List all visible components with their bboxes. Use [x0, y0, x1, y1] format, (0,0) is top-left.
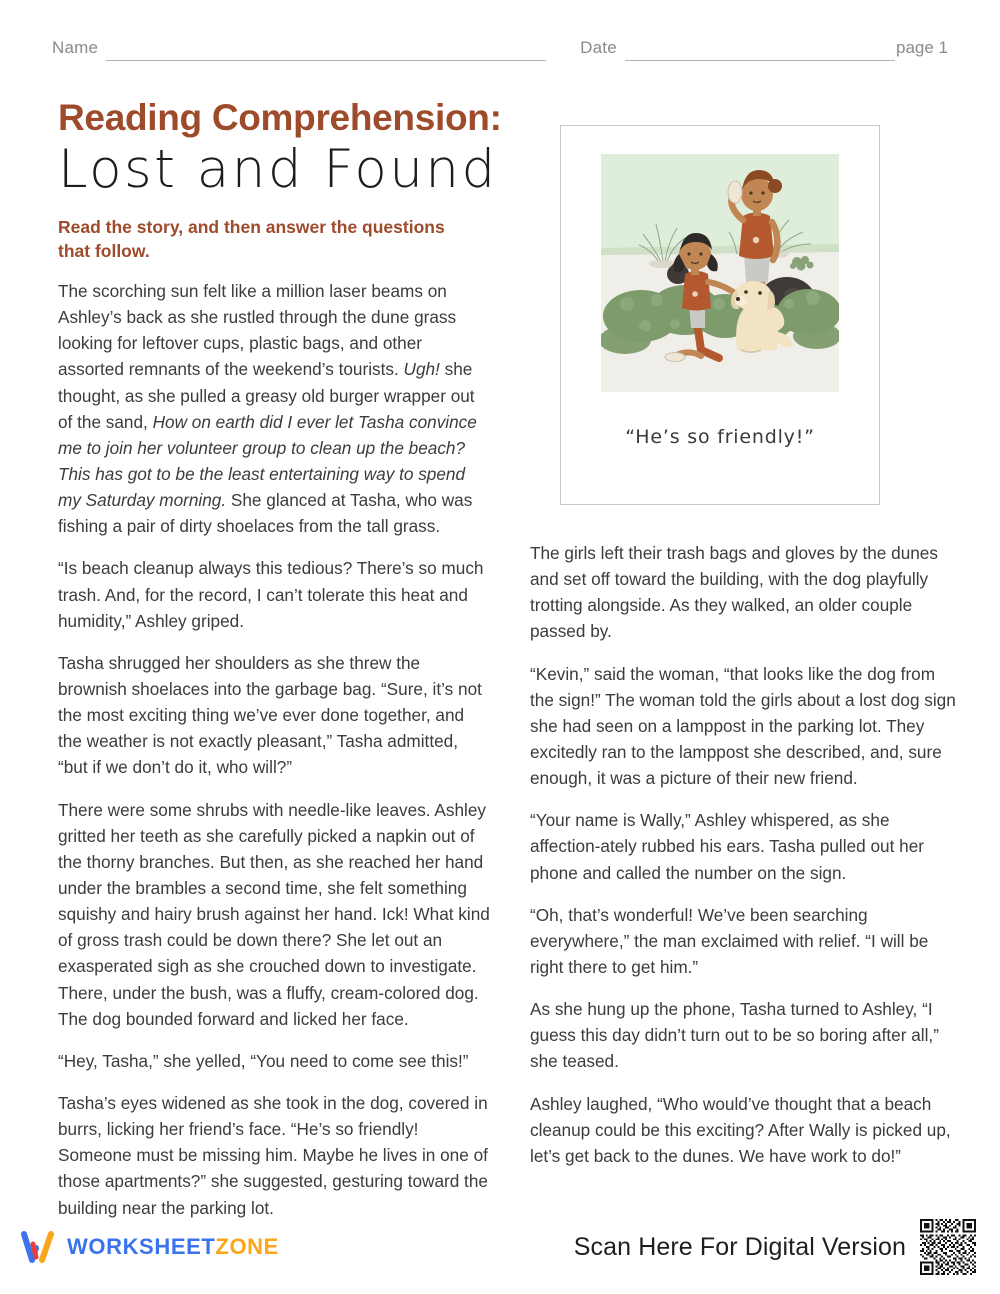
story-paragraph [58, 1090, 490, 1221]
name-label: Name [52, 38, 99, 57]
page-title: Lost and Found [58, 138, 498, 200]
scan-instruction-text: Scan Here For Digital Version [573, 1232, 906, 1261]
story-paragraph [58, 650, 490, 781]
brand-logo[interactable] [20, 1230, 279, 1264]
worksheet-zone-w-icon [20, 1230, 58, 1264]
brand-word-zone: ZONE [215, 1234, 279, 1259]
story-text: she thought, as she pulled a greasy old burger wrapper out of the sand, [58, 359, 475, 432]
story-text: Tasha shrugged her shoulders as she threw the brownish shoelaces into the garbage bag. “Sure, it’s not the most exciting thing we’ve ever done together, and the weather is not exactly pleasant,” Tasha admitted, “but if we don’t do it, who will?” [58, 652, 482, 778]
story-emphasis-text: Ugh! [403, 359, 440, 380]
story-paragraph [58, 1048, 490, 1074]
story-text: She glanced at Tasha, who was fishing a pair of dirty shoelaces from the tall grass. [58, 490, 473, 537]
qr-code[interactable] [920, 1219, 976, 1275]
scan-area [574, 1219, 976, 1275]
story-illustration-figure [560, 125, 880, 505]
story-paragraph [530, 807, 958, 885]
date-write-line[interactable] [625, 60, 895, 61]
story-text: “Kevin,” said the woman, “that looks like the dog from the sign!” The woman told the girls about a lost dog sign she had seen on a lamppost in the parking lot. They excitedly ran to the lamppost she described, and, sure enough, it was a picture of their new friend. [530, 663, 956, 789]
name-write-line[interactable] [106, 60, 546, 61]
page-number: page 1 [896, 38, 948, 57]
beach-dunes-girls-with-dog-illustration [601, 154, 839, 392]
illustration-caption: “He’s so friendly!” [625, 426, 815, 448]
story-emphasis-text: How on earth did I ever let Tasha convince me to join her volunteer group to clean up the beach? This has got to be the least entertaining way to spend my Saturday morning. [58, 411, 477, 511]
instructions-text: Read the story, and then answer the questions that follow. [58, 217, 445, 262]
story-text: “Oh, that’s wonderful! We’ve been searching everywhere,” the man exclaimed with relief. “I will be right there to get him.” [530, 904, 929, 977]
story-text: There were some shrubs with needle-like leaves. Ashley gritted her teeth as she carefully picked a napkin out of the thorny branches. But then, as she reached her hand under the brambles a second time, she felt something squishy and hairy brush against her hand. Ick! What kind of gross trash could be down there? She let out an exasperated sigh as she crouched down to investigate. There, under the bush, was a fluffy, cream-colored dog. The dog bounded forward and licked her face. [58, 799, 490, 1029]
date-label: Date [580, 38, 617, 57]
story-text: Tasha’s eyes widened as she took in the dog, covered in burrs, licking her friend’s face. “He’s so friendly! Someone must be missing him. Maybe he lives in one of those apartments?” she suggested, gesturing toward the building near the parking lot. [58, 1092, 488, 1218]
story-text: Ashley laughed, “Who would’ve thought that a beach cleanup could be this exciting? After Wally is picked up, let’s get back to the dunes. We have work to do!” [530, 1093, 951, 1166]
story-paragraph [58, 797, 490, 1032]
story-paragraph [530, 540, 958, 645]
story-paragraph [530, 661, 958, 792]
story-paragraph [530, 1091, 958, 1169]
worksheet-header [52, 38, 948, 66]
story-text: As she hung up the phone, Tasha turned to Ashley, “I guess this day didn’t turn out to be so boring after all,” she teased. [530, 999, 939, 1072]
worksheet-footer [20, 1218, 976, 1276]
story-paragraph [58, 555, 490, 633]
story-paragraph [58, 278, 490, 539]
story-text: “Is beach cleanup always this tedious? There’s so much trash. And, for the record, I can’t tolerate this heat and humidity,” Ashley griped. [58, 558, 484, 631]
story-text: “Hey, Tasha,” she yelled, “You need to come see this!” [58, 1050, 469, 1071]
story-text: The scorching sun felt like a million laser beams on Ashley’s back as she rustled through the dune grass looking for leftover cups, plastic bags, and other assorted remnants of the weekend’s tourists. [58, 281, 457, 380]
brand-word-worksheet: WORKSHEET [67, 1234, 216, 1259]
story-left-column [58, 278, 490, 1221]
brand-wordmark [67, 1234, 279, 1260]
story-paragraph [530, 902, 958, 980]
story-text: “Your name is Wally,” Ashley whispered, as she affection-ately rubbed his ears. Tasha pulled out her phone and called the number on the sign. [530, 810, 924, 883]
story-paragraph [530, 996, 958, 1074]
story-right-column [530, 540, 958, 1169]
page-title-kicker: Reading Comprehension: [58, 97, 502, 138]
title-block [58, 98, 528, 264]
story-text: The girls left their trash bags and gloves by the dunes and set off toward the building, with the dog playfully trotting alongside. As they walked, an older couple passed by. [530, 543, 938, 642]
